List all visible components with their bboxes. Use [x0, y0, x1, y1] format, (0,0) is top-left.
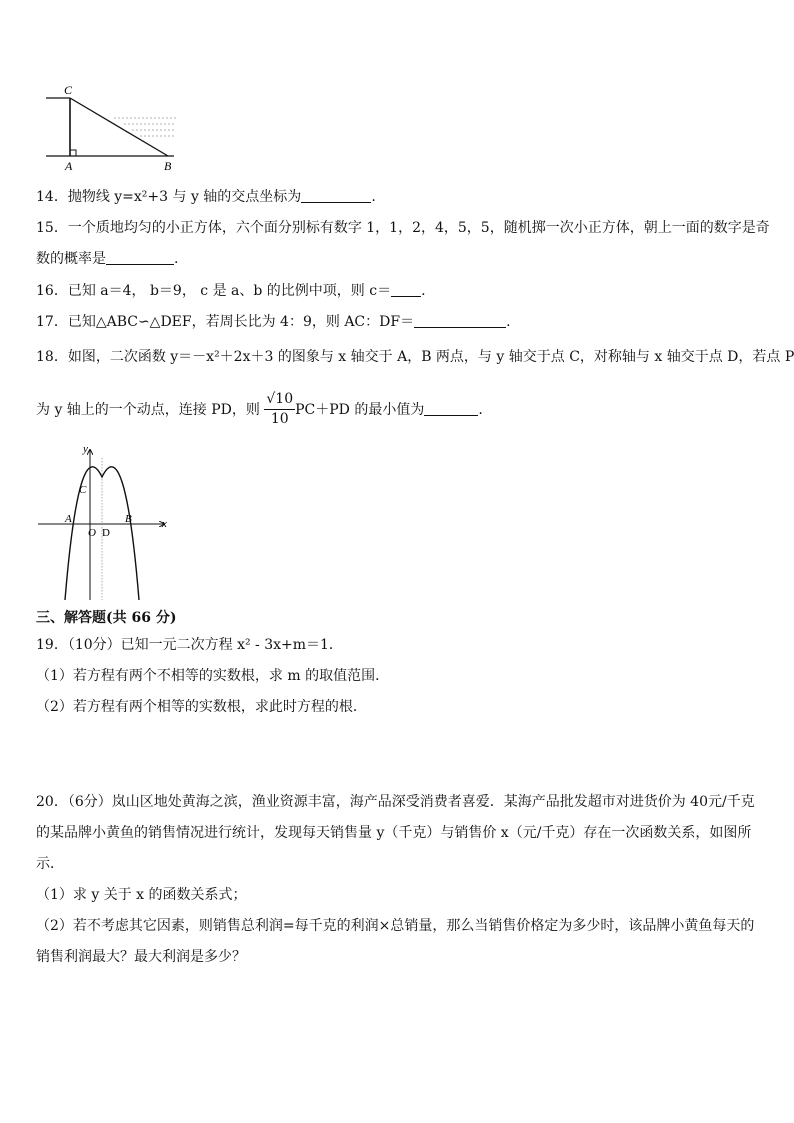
- question-20-line-2: 的某品牌小黄鱼的销售情况进行统计，发现每天销售量 y（千克）与销售价 x（元/千克）存在一次函数关系，如图所: [36, 825, 752, 841]
- axis-label-x: x: [162, 518, 167, 530]
- question-20-part-2-line-1: （2）若不考虑其它因素，则销售总利润=每千克的利润×总销量，那么当销售价格定为多少时，该品牌小黄鱼每天的: [36, 918, 755, 934]
- question-20-part-2-line-2: 销售利润最大？最大利润是多少？: [36, 949, 246, 965]
- point-label-c: C: [64, 83, 73, 97]
- question-17: [36, 313, 511, 331]
- period: .: [506, 314, 511, 330]
- question-19-part-2: （2）若方程有两个相等的实数根，求此时方程的根．: [36, 699, 367, 715]
- point-label-c: C: [79, 484, 87, 496]
- point-label-b: B: [164, 159, 172, 173]
- point-label-b: B: [125, 513, 132, 525]
- point-label-d: D: [102, 527, 110, 539]
- question-19-part-1: （1）若方程有两个不相等的实数根，求 m 的取值范围．: [36, 668, 390, 684]
- question-16-text: 16．已知 a＝4， b＝9， c 是 a、b 的比例中项，则 c＝: [36, 283, 392, 299]
- answer-blank[interactable]: [424, 401, 478, 416]
- point-label-o: O: [88, 527, 96, 539]
- axis-label-y: y: [83, 443, 88, 455]
- question-18-line-2: [36, 388, 483, 432]
- answer-blank[interactable]: [391, 282, 421, 297]
- question-20-line-1: 20．（6分）岚山区地处黄海之滨，渔业资源丰富，海产品深受消费者喜爱．某海产品批发超市对进货价为 40元/千克: [36, 794, 755, 810]
- fraction: [264, 389, 295, 428]
- period: .: [421, 283, 426, 299]
- section-heading: 三、解答题(共 66 分): [36, 610, 177, 626]
- answer-blank[interactable]: [106, 250, 174, 265]
- triangle-figure: [40, 82, 190, 174]
- question-18-line-1: 18．如图，二次函数 y＝－x²＋2x＋3 的图象与 x 轴交于 A，B 两点，与 y 轴交于点 C，对称轴与 x 轴交于点 D，若点 P: [36, 349, 794, 365]
- parabola-figure: [34, 438, 174, 604]
- answer-blank[interactable]: [301, 188, 371, 203]
- fraction-denominator: 10: [270, 410, 289, 427]
- answer-blank[interactable]: [414, 313, 506, 328]
- question-20-part-1: （1）求 y 关于 x 的函数关系式；: [36, 887, 247, 903]
- question-18-text-a: 为 y 轴上的一个动点，连接 PD，则: [36, 402, 260, 418]
- right-angle-mark: [70, 150, 76, 156]
- question-15-line-1: 15．一个质地均匀的小正方体，六个面分别标有数字 1，1，2，4，5，5，随机掷一次小正方体，朝上一面的数字是奇: [36, 220, 770, 236]
- period: .: [371, 189, 376, 205]
- question-20-line-3: 示．: [36, 856, 64, 872]
- segment-cb: [70, 98, 168, 156]
- period: .: [174, 251, 179, 267]
- period: .: [478, 402, 483, 418]
- fraction-numerator: √10: [264, 389, 295, 410]
- question-15-text: 数的概率是: [36, 251, 106, 267]
- question-15-line-2: [36, 250, 178, 268]
- point-label-a: A: [65, 513, 72, 525]
- point-label-a: A: [65, 159, 73, 173]
- question-19-stem: 19．（10分）已知一元二次方程 x² - 3x+m＝1．: [36, 637, 343, 653]
- question-14-text: 14．抛物线 y=x²+3 与 y 轴的交点坐标为: [36, 189, 302, 205]
- question-16: [36, 282, 426, 300]
- question-18-text-b: PC＋PD 的最小值为: [295, 402, 425, 418]
- question-17-text: 17．已知△ABC∽△DEF，若周长比为 4：9，则 AC：DF＝: [36, 314, 415, 330]
- question-14: [36, 188, 376, 206]
